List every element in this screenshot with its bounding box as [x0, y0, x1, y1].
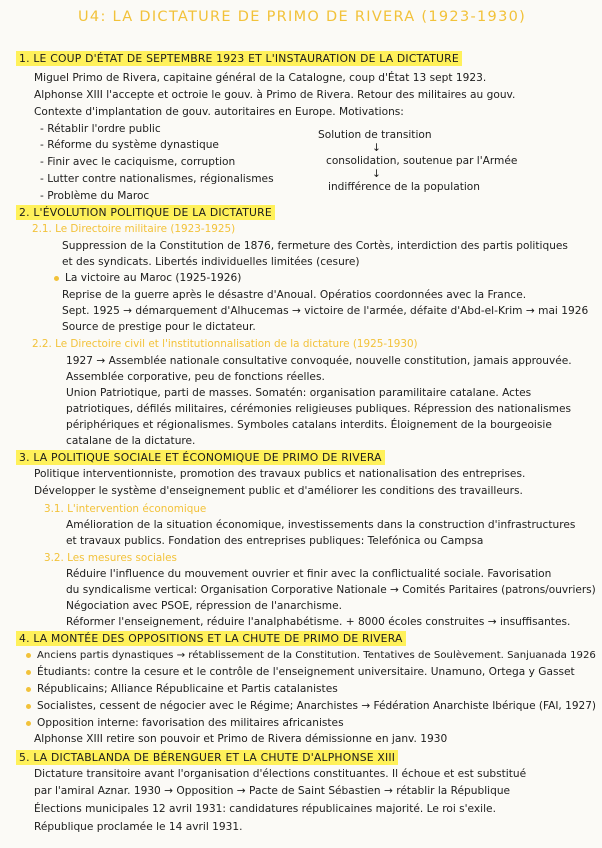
bullet-text: La victoire au Maroc (1925-1926) — [65, 272, 242, 284]
bullet-text: Étudiants: contre la cesure et le contrôle de l'enseignement universitaire. Unamuno, Ortega y Gasset — [37, 666, 575, 678]
section-heading-text: 1. LE COUP D'ÉTAT DE SEPTEMBRE 1923 ET L'INSTAURATION DE LA DICTATURE — [16, 51, 462, 66]
section-heading-text: 2. L'ÉVOLUTION POLITIQUE DE LA DICTATURE — [16, 205, 275, 220]
text-line: du syndicalisme vertical: Organisation Corporative Nationale → Comités Paritaires (patrons/ouvriers) — [66, 584, 596, 596]
text-line: 1927 → Assemblée nationale consultative convoquée, nouvelle constitution, jamais approuvée. — [66, 355, 572, 367]
text-line: - Problème du Maroc — [40, 190, 150, 202]
text-line: ↓ — [372, 168, 381, 180]
text-line: Miguel Primo de Rivera, capitaine général de la Catalogne, coup d'État 13 sept 1923. — [34, 72, 487, 84]
text-line: catalane de la dictature. — [66, 435, 196, 447]
subsection-heading: 2.2. Le Directoire civil et l'institutionnalisation de la dictature (1925-1930) — [32, 338, 418, 350]
bullet-item — [26, 683, 338, 696]
text-line: - Réforme du système dynastique — [40, 139, 219, 151]
section-heading — [16, 206, 275, 219]
section-heading — [16, 52, 462, 65]
section-heading-text: 3. LA POLITIQUE SOCIALE ET ÉCONOMIQUE DE PRIMO DE RIVERA — [16, 450, 385, 465]
text-line: - Lutter contre nationalismes, régionalismes — [40, 173, 274, 185]
bullet-dot-icon — [26, 721, 31, 726]
section-heading — [16, 451, 385, 464]
subsection-heading: 2.1. Le Directoire militaire (1923-1925) — [32, 223, 236, 235]
text-line: par l'amiral Aznar. 1930 → Opposition → Pacte de Saint Sébastien → rétablir la République — [34, 785, 511, 797]
bullet-text: Anciens partis dynastiques → rétablissement de la Constitution. Tentatives de Soulèvement. Sanjuanada 1926 — [37, 650, 596, 661]
bullet-item — [26, 649, 596, 662]
text-line: Élections municipales 12 avril 1931: candidatures républicaines majorité. Le roi s'exile. — [34, 803, 496, 815]
text-line: Sept. 1925 → démarquement d'Alhucemas → victoire de l'armée, défaite d'Abd-el-Krim → mai 1926 — [62, 305, 589, 317]
text-line: - Rétablir l'ordre public — [40, 123, 161, 135]
bullet-dot-icon — [26, 687, 31, 692]
text-line: Négociation avec PSOE, répression de l'anarchisme. — [66, 600, 342, 612]
text-line: Suppression de la Constitution de 1876, fermeture des Cortès, interdiction des partis politiques — [62, 240, 568, 252]
bullet-dot-icon — [26, 670, 31, 675]
subsection-heading: 3.2. Les mesures sociales — [44, 552, 177, 564]
text-line: Amélioration de la situation économique, investissements dans la construction d'infrastructures — [66, 519, 576, 531]
bullet-dot-icon — [26, 704, 31, 709]
section-heading-text: 5. LA DICTABLANDA DE BÉRENGUER ET LA CHUTE D'ALPHONSE XIII — [16, 750, 398, 765]
bullet-text: Socialistes, cessent de négocier avec le Régime; Anarchistes → Fédération Anarchiste Ibérique (FAI, 1927) — [37, 700, 597, 712]
text-line: consolidation, soutenue par l'Armée — [326, 155, 518, 167]
text-line: Politique interventionniste, promotion des travaux publics et nationalisation des entreprises. — [34, 468, 526, 480]
text-line: Développer le système d'enseignement public et d'améliorer les conditions des travailleurs. — [34, 485, 523, 497]
text-line: patriotiques, défilés militaires, cérémonies religieuses publiques. Répression des nationalismes — [66, 403, 572, 415]
text-line: indifférence de la population — [328, 181, 480, 193]
text-line: Dictature transitoire avant l'organisation d'élections constituantes. Il échoue et est substitué — [34, 768, 527, 780]
text-line: Union Patriotique, parti de masses. Somatén: organisation paramilitaire catalane. Actes — [66, 387, 532, 399]
bullet-dot-icon — [26, 653, 31, 658]
bullet-text: Républicains; Alliance Républicaine et Partis catalanistes — [37, 683, 338, 695]
section-heading — [16, 751, 398, 764]
text-line: Réformer l'enseignement, réduire l'analphabétisme. + 8000 écoles construites → insuffisantes. — [66, 616, 571, 628]
text-line: Alphonse XIII l'accepte et octroie le gouv. à Primo de Rivera. Retour des militaires au gouv. — [34, 89, 516, 101]
bullet-item — [54, 272, 241, 285]
text-line: et travaux publics. Fondation des entreprises publiques: Telefónica ou Campsa — [66, 535, 484, 547]
section-heading-text: 4. LA MONTÉE DES OPPOSITIONS ET LA CHUTE DE PRIMO DE RIVERA — [16, 631, 406, 646]
text-line: République proclamée le 14 avril 1931. — [34, 821, 243, 833]
bullet-item — [26, 666, 575, 679]
text-line: ↓ — [372, 142, 381, 154]
text-line: et des syndicats. Libertés individuelles limitées (cesure) — [62, 256, 360, 268]
bullet-dot-icon — [54, 276, 59, 281]
text-line: - Finir avec le caciquisme, corruption — [40, 156, 236, 168]
text-line: périphériques et régionalismes. Symboles catalans interdits. Éloignement de la bourgeoisie — [66, 419, 552, 431]
text-line: Réduire l'influence du mouvement ouvrier et finir avec la conflictualité sociale. Favorisation — [66, 568, 552, 580]
bullet-text: Opposition interne: favorisation des militaires africanistes — [37, 717, 344, 729]
page-title: U4: LA DICTATURE DE PRIMO DE RIVERA (1923-1930) — [78, 9, 527, 25]
text-line: Assemblée corporative, peu de fonctions réelles. — [66, 371, 325, 383]
text-line: Contexte d'implantation de gouv. autoritaires en Europe. Motivations: — [34, 106, 404, 118]
section-heading — [16, 632, 406, 645]
bullet-item — [26, 717, 344, 730]
text-line: Solution de transition — [318, 129, 432, 141]
bullet-item — [26, 700, 596, 713]
subsection-heading: 3.1. L'intervention économique — [44, 503, 207, 515]
text-line: Reprise de la guerre après le désastre d'Anoual. Opératios coordonnées avec la France. — [62, 289, 527, 301]
text-line: Source de prestige pour le dictateur. — [62, 321, 256, 333]
text-line: Alphonse XIII retire son pouvoir et Primo de Rivera démissionne en janv. 1930 — [34, 733, 448, 745]
